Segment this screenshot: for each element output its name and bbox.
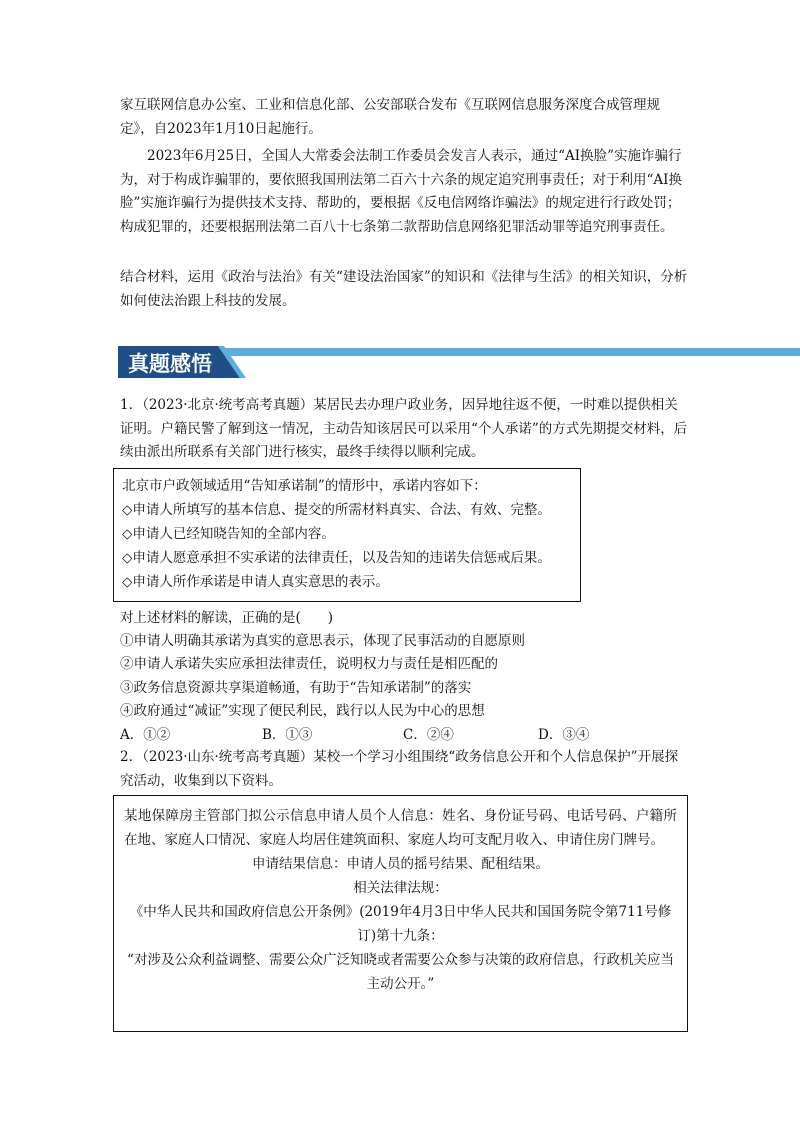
q2-box-line: “对涉及公众利益调整、需要公众广泛知晓或者需要公众参与决策的政府信息，行政机关应当主动公开。” <box>127 952 674 992</box>
q1-item: ①申请人明确其承诺为真实的意思表示，体现了民事活动的自愿原则 <box>120 633 525 649</box>
intro-paragraph-2: 2023年6月25日，全国人大常委会法制工作委员会发言人表示，通过“AI换脸”实施诈骗行为，对于构成诈骗罪的，要依照我国刑法第二百六十六条的规定追究刑事责任；对于利用“AI换脸”实施诈骗行为提供技术支持、帮助的，要根据《反电信网络诈骗法》的规定进行行政处罚；构成犯罪的，还要根据刑法第二百八十七条第二款帮助信息网络犯罪活动罪等追究刑事责任。 <box>120 148 682 235</box>
q2-box-line: 《中华人民共和国政府信息公开条例》(2019年4月3日中华人民共和国国务院令第711号修订)第十九条： <box>129 904 672 944</box>
intro-question: 结合材料，运用《政治与法治》有关“建设法治国家”的知识和《法律与生活》的相关知识，分析如何使法治跟上科技的发展。 <box>120 269 688 309</box>
q1-prompt: 对上述材料的解读，正确的是( ) <box>120 610 334 626</box>
q1-box-line: ◇申请人已经知晓告知的全部内容。 <box>122 526 335 542</box>
option-a[interactable]: A．①② <box>120 727 171 743</box>
q1-box-line: 北京市户政领域适用“告知承诺制”的情形中，承诺内容如下： <box>122 478 487 494</box>
q2-stem: 2．（2023·山东·统考高考真题）某校一个学习小组围绕“政务信息公开和个人信息保护”开展探究活动，收集到以下资料。 <box>120 749 679 789</box>
option-c[interactable]: C．②④ <box>403 727 454 743</box>
q1-item: ③政务信息资源共享渠道畅通，有助于“告知承诺制”的落实 <box>120 680 472 696</box>
q1-box-line: ◇申请人所作承诺是申请人真实意思的表示。 <box>122 574 389 590</box>
q1-stem: 1．（2023·北京·统考高考真题）某居民去办理户政业务，因异地往返不便，一时难以提供相关证明。户籍民警了解到这一情况，主动告知该居民可以采用“个人承诺”的方式先期提交材料，后续由派出所联系有关部门进行核实，最终手续得以顺利完成。 <box>120 397 688 460</box>
section-title: 真题感悟 <box>128 352 212 376</box>
section-banner-graphic <box>118 342 800 382</box>
q2-box-line: 申请结果信息：申请人员的摇号结果、配租结果。 <box>252 856 549 872</box>
q2-material-box <box>113 795 688 1032</box>
q1-item: ④政府通过“减证”实现了便民利民，践行以人民为中心的思想 <box>120 703 485 719</box>
option-d[interactable]: D．③④ <box>538 727 590 743</box>
q1-box-line: ◇申请人所填写的基本信息、提交的所需材料真实、合法、有效、完整。 <box>122 502 551 518</box>
q2-box-line: 相关法律法规： <box>353 880 448 896</box>
q1-material-box <box>113 468 581 602</box>
q1-box-line: ◇申请人愿意承担不实承诺的法律责任，以及告知的违诺失信惩戒后果。 <box>122 550 551 566</box>
section-banner <box>118 342 800 382</box>
option-b[interactable]: B．①③ <box>262 727 313 743</box>
q1-item: ②申请人承诺失实应承担法律责任，说明权力与责任是相匹配的 <box>120 656 498 672</box>
intro-paragraph-1: 家互联网信息办公室、工业和信息化部、公安部联合发布《互联网信息服务深度合成管理规定》，自2023年1月10日起施行。 <box>120 97 660 137</box>
q2-box-paragraph: 某地保障房主管部门拟公示信息申请人员个人信息：姓名、身份证号码、电话号码、户籍所在地、家庭人口情况、家庭人均居住建筑面积、家庭人均可支配月收入、申请住房门牌号。 <box>124 808 677 848</box>
banner-stripe <box>178 348 800 356</box>
